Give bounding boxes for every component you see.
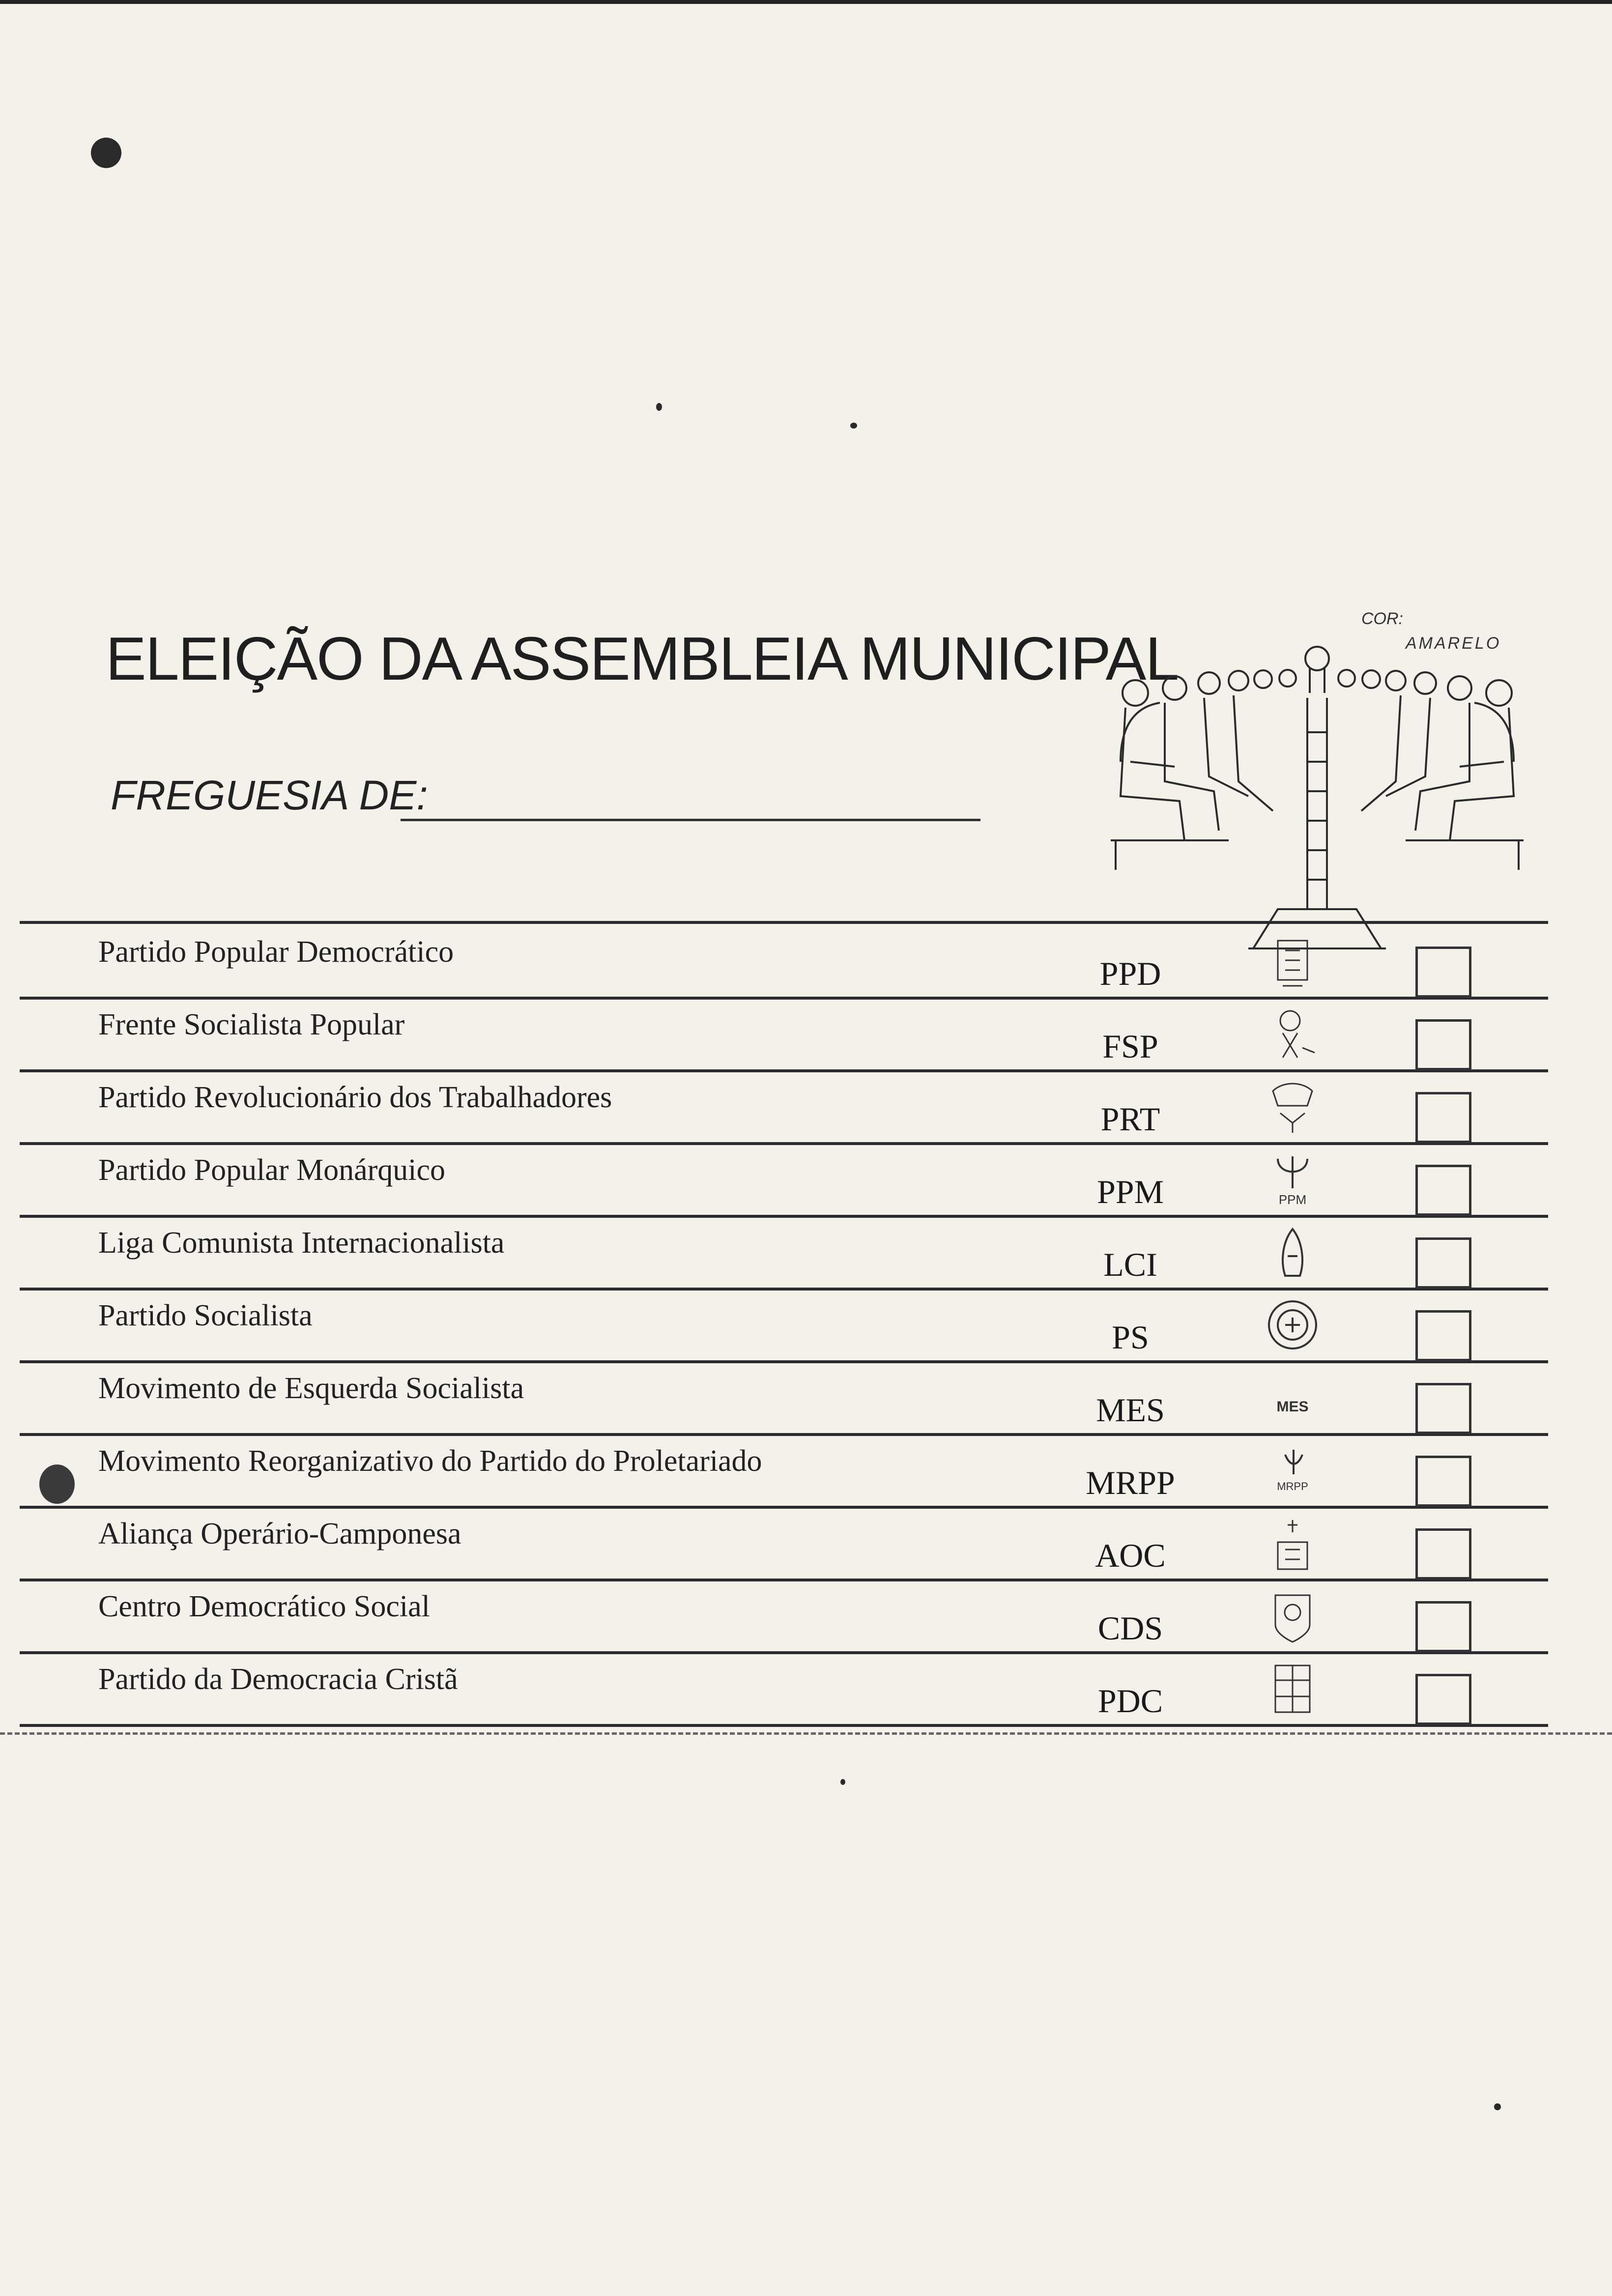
prt-emblem-icon	[1263, 1076, 1322, 1137]
party-abbreviation: AOC	[1095, 1537, 1166, 1574]
party-row	[20, 924, 1548, 1000]
scan-mark	[840, 1779, 845, 1785]
vote-checkbox[interactable]	[1415, 947, 1471, 998]
color-value: AMARELO	[1406, 634, 1501, 653]
cut-line	[0, 1732, 1612, 1735]
vote-checkbox[interactable]	[1415, 1601, 1471, 1652]
party-abbreviation: MES	[1096, 1391, 1165, 1429]
ps-circle-emblem-icon	[1263, 1294, 1322, 1355]
party-abbreviation: PS	[1112, 1319, 1149, 1356]
party-name: Aliança Operário-Camponesa	[98, 1517, 461, 1550]
vote-checkbox[interactable]	[1415, 1310, 1471, 1361]
party-abbreviation: PPD	[1099, 955, 1161, 992]
party-row	[20, 1506, 1548, 1581]
party-row	[20, 1433, 1548, 1509]
party-row	[20, 1215, 1548, 1291]
cds-emblem-icon	[1263, 1585, 1322, 1646]
party-name: Movimento Reorganizativo do Partido do Proletariado	[98, 1444, 762, 1478]
party-row	[20, 1069, 1548, 1145]
party-name: Partido Socialista	[98, 1299, 313, 1332]
mes-text-icon	[1263, 1367, 1322, 1428]
party-abbreviation: MRPP	[1086, 1464, 1175, 1501]
parish-field	[111, 772, 985, 826]
party-name: Partido Popular Democrático	[98, 935, 454, 969]
party-row	[20, 1142, 1548, 1218]
party-row	[20, 1578, 1548, 1654]
parish-write-line[interactable]	[401, 819, 980, 821]
party-row	[20, 1288, 1548, 1363]
party-abbreviation: FSP	[1102, 1028, 1158, 1065]
party-row	[20, 997, 1548, 1072]
vote-checkbox[interactable]	[1415, 1165, 1471, 1216]
vote-checkbox[interactable]	[1415, 1674, 1471, 1725]
ppm-trident-icon	[1263, 1149, 1322, 1210]
ppd-emblem-icon	[1263, 931, 1322, 992]
party-name: Partido Revolucionário dos Trabalhadores	[98, 1081, 612, 1114]
party-name: Liga Comunista Internacionalista	[98, 1226, 505, 1260]
fsp-emblem-icon	[1263, 1004, 1322, 1064]
party-name: Movimento de Esquerda Socialista	[98, 1372, 524, 1405]
party-row	[20, 1360, 1548, 1436]
punch-hole	[39, 1464, 75, 1504]
pdc-emblem-icon	[1263, 1658, 1322, 1719]
parish-label: FREGUESIA DE:	[111, 772, 428, 818]
party-abbreviation: PPM	[1096, 1173, 1164, 1210]
vote-checkbox[interactable]	[1415, 1237, 1471, 1289]
party-name: Frente Socialista Popular	[98, 1008, 405, 1041]
party-abbreviation: CDS	[1097, 1609, 1163, 1647]
party-name: Partido Popular Monárquico	[98, 1153, 446, 1187]
ballot-sheet	[0, 580, 1612, 1759]
party-abbreviation: LCI	[1103, 1246, 1157, 1283]
party-name: Centro Democrático Social	[98, 1590, 430, 1623]
vote-checkbox[interactable]	[1415, 1019, 1471, 1070]
ppm-symbol-label: PPM	[1278, 1192, 1307, 1207]
top-border	[0, 0, 1612, 4]
vote-checkbox[interactable]	[1415, 1528, 1471, 1579]
vote-checkbox[interactable]	[1415, 1456, 1471, 1507]
color-label: COR:	[1361, 609, 1403, 628]
vote-checkbox[interactable]	[1415, 1383, 1471, 1434]
scan-mark	[1494, 2103, 1501, 2110]
party-abbreviation: PRT	[1100, 1100, 1160, 1138]
aoc-emblem-icon	[1263, 1513, 1322, 1574]
lci-emblem-icon	[1263, 1222, 1322, 1283]
scan-mark	[91, 138, 121, 168]
party-row	[20, 1651, 1548, 1727]
scan-mark	[850, 423, 857, 429]
party-name: Partido da Democracia Cristã	[98, 1663, 458, 1696]
scan-mark	[656, 403, 662, 411]
ballot-title: ELEIÇÃO DA ASSEMBLEIA MUNICIPAL	[106, 625, 1179, 693]
vote-checkbox[interactable]	[1415, 1092, 1471, 1143]
mes-symbol-label: MES	[1276, 1399, 1309, 1415]
assembly-emblem-icon	[1101, 634, 1533, 958]
party-abbreviation: PDC	[1097, 1682, 1163, 1720]
mrpp-symbol-label: MRPP	[1277, 1480, 1308, 1492]
mrpp-emblem-icon	[1263, 1440, 1322, 1501]
